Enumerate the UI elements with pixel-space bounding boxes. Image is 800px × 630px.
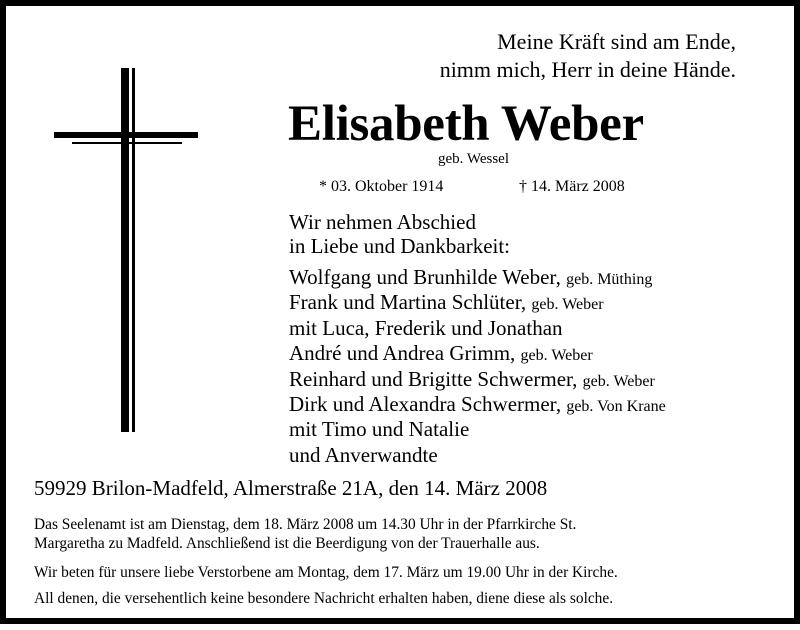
requiem-line: Das Seelenamt ist am Dienstag, dem 18. März 2008 um 14.30 Uhr in der Pfarrkirche St. [34, 516, 577, 533]
mourner-name: mit Timo und Natalie [289, 417, 470, 442]
mourner-maiden: geb. Von Krane [566, 398, 666, 416]
verse-line: nimm mich, Herr in deine Hände. [439, 57, 736, 82]
requiem-line: Margaretha zu Madfeld. Anschließend ist die Beerdigung von der Trauerhalle aus. [34, 535, 540, 552]
verse-line: Meine Kräft sind am Ende, [497, 29, 736, 54]
mourner-row [289, 266, 666, 291]
intro-line: in Liebe und Dankbarkeit: [289, 234, 511, 258]
mourner-row [289, 317, 666, 342]
death-date: † 14. März 2008 [519, 178, 625, 195]
mourners-list [289, 266, 666, 469]
mourner-maiden: geb. Müthing [566, 271, 653, 288]
mourner-name: Wolfgang und Brunhilde Weber, [289, 265, 561, 289]
birth-date: * 03. Oktober 1914 [319, 178, 444, 195]
requiem-info [34, 515, 576, 553]
mourner-name: Reinhard und Brigitte Schwermer, [289, 366, 578, 391]
deceased-name: Elisabeth Weber [288, 96, 644, 152]
mourner-maiden: geb. Weber [531, 296, 604, 314]
notice-info: All denen, die versehentlich keine besondere Nachricht erhalten haben, diene diese als solche. [34, 590, 614, 607]
mourner-name: André und Andrea Grimm, [289, 341, 516, 366]
prayer-info: Wir beten für unsere liebe Verstorbene am Montag, dem 17. März um 19.00 Uhr in der Kirche. [34, 564, 618, 581]
mourner-name: und Anverwandte [289, 442, 438, 467]
farewell-intro [289, 210, 510, 258]
mourner-name: Dirk und Alexandra Schwermer, [289, 392, 562, 417]
mourner-maiden: geb. Weber [582, 372, 655, 390]
mourner-name: mit Luca, Frederik und Jonathan [289, 315, 563, 340]
mourner-name: Frank und Martina Schlüter, [289, 290, 527, 315]
verse [440, 28, 736, 84]
mourner-row [289, 393, 666, 418]
mourner-row [289, 444, 666, 469]
intro-line: Wir nehmen Abschied [289, 210, 476, 234]
mourner-row [289, 342, 666, 367]
mourner-row [289, 291, 666, 316]
mourner-row [289, 368, 666, 393]
address-line: 59929 Brilon-Madfeld, Almerstraße 21A, den 14. März 2008 [34, 476, 548, 500]
mourner-maiden: geb. Weber [520, 347, 593, 365]
mourner-row [289, 418, 666, 443]
maiden-name: geb. Wessel [438, 151, 510, 167]
